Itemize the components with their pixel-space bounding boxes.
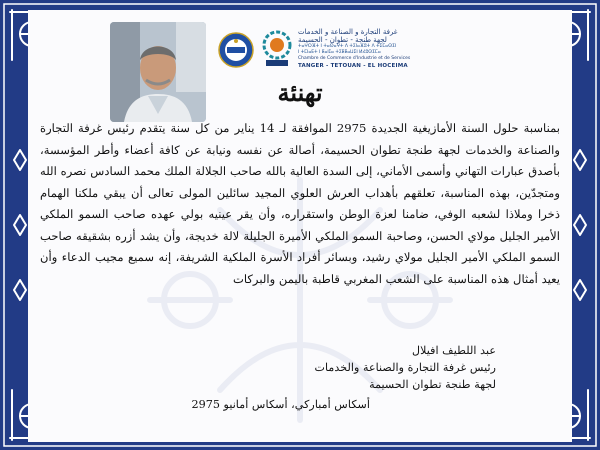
new-year-greeting: أسكاس أمباركي، أسكاس أمانيو 2975 (191, 398, 370, 411)
chamber-header (298, 28, 418, 70)
congratulation-text (40, 118, 560, 290)
signatory-role-2: لجهة طنجة تطوان الحسيمة (369, 378, 496, 391)
chamber-name-ar-1: غرفة التجارة و الصناعة و الخدمات (298, 28, 398, 36)
chamber-logo-icon (262, 30, 292, 68)
chamber-cities: TANGER - TETOUAN - EL HOCEIMA (298, 63, 408, 69)
signatory-name: عبد اللطيف افيلال (411, 344, 496, 357)
chamber-name-tz-1: ⵜⴰⵖⵔⴼⵜ ⵏ ⵜⴰⵙⴰⵖⵜ ⴷ ⵜⵉⵏⴰⴼⵓⵜ ⴷ ⵜⵉⵎⴰⵙⵉⵏ (298, 44, 397, 49)
chamber-name-tz-2: ⵏ ⵜⵎⵏⴰⴹⵜ ⵏ ⵟⴰⵏⵊⴰ ⵜⵉⵟⵟⴰⵡⵉⵏ ⵍⵃⵓⵙⵉⵎⴰ (298, 50, 381, 55)
signatory-role-1: رئيس غرفة التجارة والصناعة والخدمات (314, 361, 496, 374)
body-paragraph: بمناسبة حلول السنة الأمازيغية الجديدة 2975 الموافقة لـ 14 يناير من كل سنة يتقدم رئيس غرفة التجارة والصناعة والخدمات لجهة طنجة تطوان الحسيمة، أصالة عن نفسه ونيابة عن كافة أعضاء وأطر المؤسسة، بأصدق عبارات التهاني وأسمى الأماني، إلى السدة العالية بالله صاحب الجلالة الملك محمد السادس نصره الله ومتجدّين، بهذه المناسبة، تعلقهم بأهداب العرش العلوي المجيد سائلين المولى تعالى أن يبقي ملكنا الهمام ذخرا وملاذا لشعبه الوفي، ضامنا لعزة الوطن واستقراره، وأن يقر عينيه بولي عهده صاحب السمو الملكي الأمير الجليل مولاي الحسن، وصاحبة السمو الملكي الأميرة الجليلة لالة خديجة، وأن يشد أزره بشقيقه صاحب السمو الملكي الأمير الجليل مولاي رشيد، وبسائر أفراد الأسرة الملكية الشريفة، إنه سميع مجيب الدعاء وأن يعيد أمثال هذه المناسبة على الشعب المغربي قاطبة باليمن والبركات (40, 121, 560, 286)
page-title: تهنئة (277, 78, 323, 107)
signature-block (296, 342, 496, 393)
president-portrait (110, 22, 206, 122)
award-seal-icon (218, 32, 254, 68)
chamber-name-ar-2: لجهة طنجة - تطوان - الحسيمة (298, 36, 387, 44)
chamber-name-fr: Chambre de Commerce d'Industrie et de Services (298, 56, 411, 61)
